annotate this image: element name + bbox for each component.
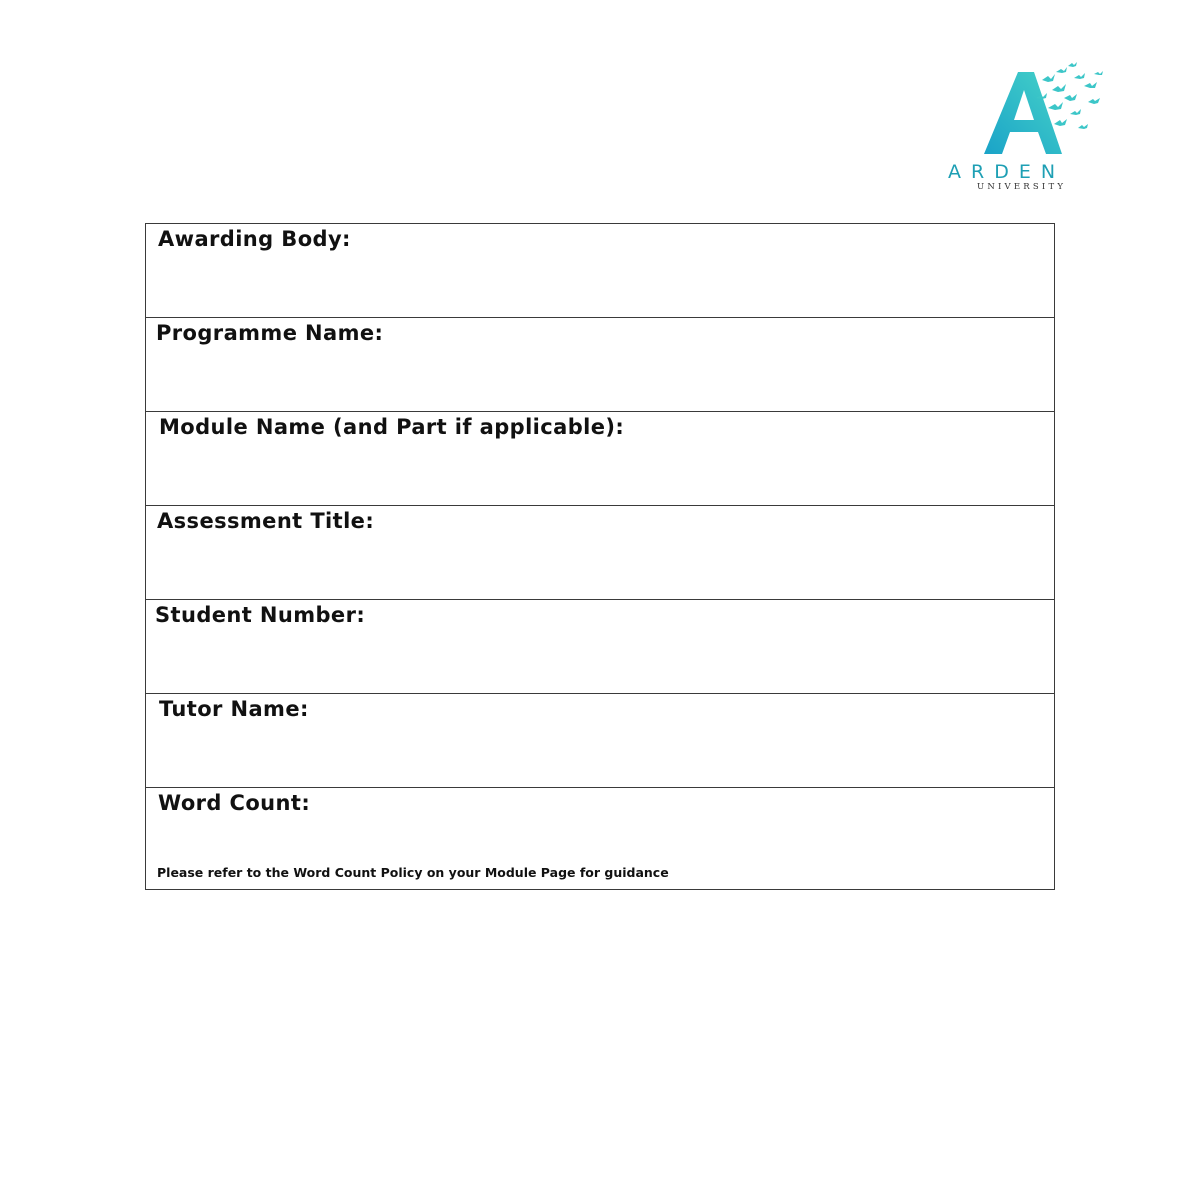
field-row-tutor-name[interactable] (146, 694, 1054, 788)
field-row-student-number[interactable] (146, 600, 1054, 694)
word-count-guidance-note: Please refer to the Word Count Policy on your Module Page for guidance (157, 865, 669, 880)
assessment-title-label: Assessment Title: (157, 509, 375, 533)
field-row-word-count[interactable] (146, 788, 1054, 889)
assessment-cover-form (145, 223, 1055, 890)
arden-logo-mark (944, 62, 1106, 192)
arden-university-logo (944, 62, 1106, 192)
tutor-name-label: Tutor Name: (159, 697, 309, 721)
word-count-label: Word Count: (158, 791, 311, 815)
awarding-body-label: Awarding Body: (158, 227, 351, 251)
field-row-awarding-body[interactable] (146, 224, 1054, 318)
field-row-assessment-title[interactable] (146, 506, 1054, 600)
module-name-label: Module Name (and Part if applicable): (159, 415, 625, 439)
field-row-programme-name[interactable] (146, 318, 1054, 412)
logo-wordmark-main: ARDEN (948, 161, 1066, 183)
student-number-label: Student Number: (155, 603, 366, 627)
field-row-module-name[interactable] (146, 412, 1054, 506)
programme-name-label: Programme Name: (156, 321, 384, 345)
logo-wordmark-sub: UNIVERSITY (977, 182, 1067, 192)
